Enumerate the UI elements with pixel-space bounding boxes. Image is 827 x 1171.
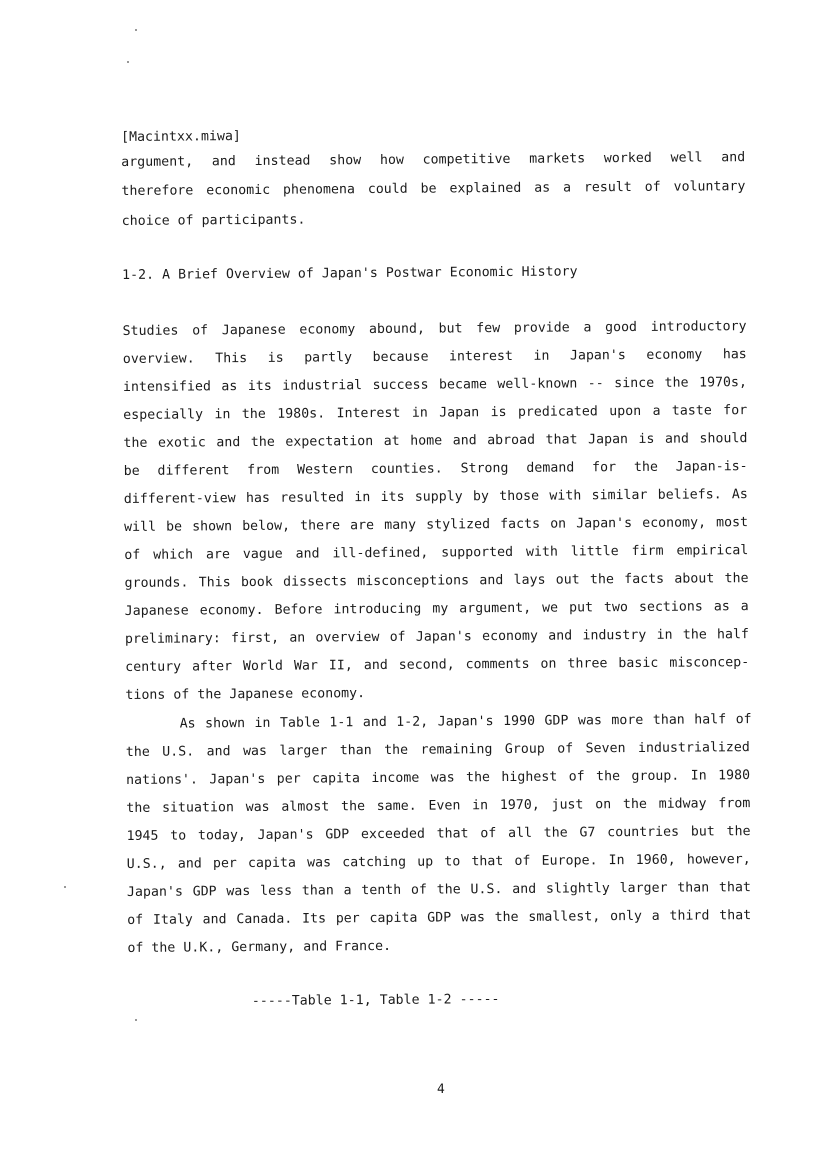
- text-line: the U.S. and was larger than the remaining Group of Seven industrialized: [125, 740, 750, 760]
- scan-speck: [64, 886, 66, 888]
- section-heading: 1-2. A Brief Overview of Japan's Postwar Economic History: [122, 264, 578, 283]
- text-line: of the U.K., Germany, and France.: [127, 938, 392, 956]
- table-reference: -----Table 1-1, Table 1-2 -----: [251, 992, 500, 1009]
- scan-speck: [127, 61, 129, 63]
- text-line: the situation was almost the same. Even in 1970, just on the midway from: [126, 796, 751, 816]
- page-number: 4: [436, 1081, 445, 1098]
- text-line: therefore economic phenomena could be explained as a result of voluntary: [121, 179, 746, 199]
- text-line: grounds. This book dissects misconceptions and lays out the facts about the: [124, 571, 749, 591]
- text-line: overview. This is partly because interest in Japan's economy has: [122, 347, 747, 367]
- text-line: especially in the 1980s. Interest in Japan is predicated upon a taste for: [123, 403, 748, 423]
- text-line: century after World War II, and second, comments on three basic misconcep-: [125, 655, 750, 675]
- text-line: different-view has resulted in its supply by those with similar beliefs. As: [123, 487, 748, 507]
- text-line: argument, and instead show how competitive markets worked well and: [121, 150, 746, 170]
- text-line: be different from Western counties. Strong demand for the Japan-is-: [123, 459, 748, 479]
- text-line: the exotic and the expectation at home and abroad that Japan is and should: [123, 431, 748, 451]
- file-tag: [Macintxx.miwa]: [120, 129, 241, 145]
- text-line: 1945 to today, Japan's GDP exceeded that of all the G7 countries but the: [126, 824, 751, 844]
- text-line: U.S., and per capita was catching up to that of Europe. In 1960, however,: [126, 852, 751, 872]
- text-line: nations'. Japan's per capita income was the highest of the group. In 1980: [126, 768, 751, 788]
- text-line: Japan's GDP was less than a tenth of the U.S. and slightly larger than that: [126, 880, 752, 900]
- text-line: intensified as its industrial success became well-known -- since the 1970s,: [122, 375, 748, 395]
- text-line: Studies of Japanese economy abound, but few provide a good introductory: [122, 319, 747, 339]
- scan-speck: [135, 1019, 137, 1021]
- text-line: of which are vague and ill-defined, supported with little firm empirical: [124, 543, 749, 563]
- text-line: As shown in Table 1-1 and 1-2, Japan's 1990 GDP was more than half of: [179, 712, 752, 732]
- text-line: tions of the Japanese economy.: [125, 686, 366, 703]
- text-line: preliminary: first, an overview of Japan's economy and industry in the half: [124, 627, 750, 647]
- scan-speck: [135, 29, 137, 31]
- text-line: of Italy and Canada. Its per capita GDP was the smallest, only a third that: [127, 908, 752, 928]
- text-line: Japanese economy. Before introducing my argument, we put two sections as a: [124, 599, 749, 619]
- text-line: choice of participants.: [121, 212, 306, 229]
- text-line: will be shown below, there are many stylized facts on Japan's economy, most: [124, 515, 749, 535]
